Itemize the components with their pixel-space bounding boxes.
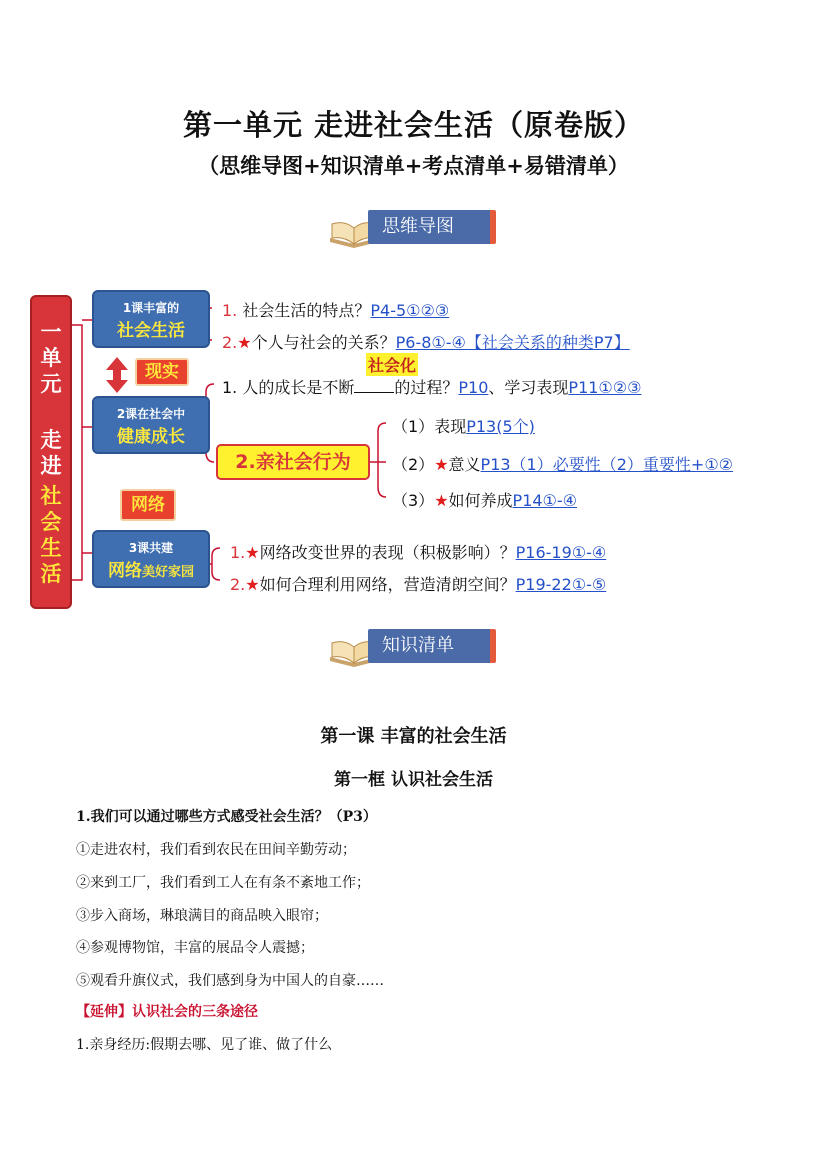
lesson-title: 健康成长 xyxy=(117,427,185,447)
star-icon: ★ xyxy=(245,543,260,562)
knowledge-banner-label: 知识清单 xyxy=(368,629,496,663)
list-item: ①走进农村，我们看到农民在田间辛勤劳动； xyxy=(76,842,356,858)
unit-char: 元 xyxy=(40,372,62,396)
l3-item-2 xyxy=(230,572,606,595)
overlay-word: 社会化 xyxy=(366,353,418,376)
frame-heading: 第一框 认识社会生活 xyxy=(334,770,493,790)
list-item: ④参观博物馆，丰富的展品令人震撼； xyxy=(76,940,314,956)
item-text: 表现 xyxy=(434,417,467,436)
page-ref-link[interactable]: P16-19①-④ xyxy=(515,543,607,562)
extension-heading: 【延伸】认识社会的三条途径 xyxy=(76,1004,258,1020)
page-ref-link[interactable]: P14①-④ xyxy=(512,491,578,510)
item-text: 意义 xyxy=(448,455,481,474)
item-text: 如何合理利用网络，营造清朗空间？ xyxy=(259,575,516,594)
list-item: ②来到工厂，我们看到工人在有条不紊地工作； xyxy=(76,875,370,891)
list-item: ③步入商场，琳琅满目的商品映入眼帘； xyxy=(76,908,328,924)
item-number: （1） xyxy=(392,417,435,436)
page-title: 第一单元 走进社会生活（原卷版） xyxy=(182,108,645,142)
unit-char: 活 xyxy=(40,562,62,586)
lesson-title-suffix: 美好家园 xyxy=(141,565,194,580)
l2-sub-item-1 xyxy=(392,414,535,437)
unit-char: 会 xyxy=(40,510,62,534)
item-number: （2） xyxy=(392,455,435,474)
page-ref-link[interactable]: P19-22①-⑤ xyxy=(515,575,607,594)
star-icon: ★ xyxy=(237,333,252,352)
lesson-box-1 xyxy=(92,290,210,348)
blank-line xyxy=(354,392,394,393)
item-text: 的过程？ xyxy=(394,378,459,397)
lesson-box-3 xyxy=(92,530,210,588)
lesson-title: 网络 xyxy=(107,561,142,581)
lesson-number: 3课共建 xyxy=(128,541,174,555)
double-arrow-icon xyxy=(106,357,128,393)
unit-char: 走 xyxy=(40,428,62,452)
unit-char: 进 xyxy=(40,454,62,478)
item-text: 个人与社会的关系？ xyxy=(251,333,396,352)
extension-item: 1.亲身经历:假期去哪、见了谁、做了什么 xyxy=(76,1037,333,1053)
lesson-number: 2课在社会中 xyxy=(116,407,186,421)
page-ref-link[interactable]: P13(5个) xyxy=(466,417,535,436)
question-1: 1.我们可以通过哪些方式感受社会生活？（P3） xyxy=(76,809,377,825)
lesson-number: 1课丰富的 xyxy=(122,301,180,315)
item-number: 1. xyxy=(222,301,238,320)
lesson-heading: 第一课 丰富的社会生活 xyxy=(320,726,507,747)
mindmap-banner-label: 思维导图 xyxy=(368,210,496,244)
page-ref-link[interactable]: P13（1）必要性（2）重要性+①② xyxy=(480,455,734,474)
page-ref-link[interactable]: P10 xyxy=(458,378,489,397)
l3-item-1 xyxy=(230,540,606,563)
unit-char: 社 xyxy=(40,484,62,508)
item-text: 网络改变世界的表现（积极影响）？ xyxy=(259,543,516,562)
l2-sub-item-2 xyxy=(392,452,733,475)
key-node: 2.亲社会行为 xyxy=(216,444,370,480)
page-ref-link[interactable]: P4-5①②③ xyxy=(370,301,450,320)
item-number: 1. xyxy=(222,378,238,397)
page-ref-link[interactable]: P6-8①-④【社会关系的种类P7】 xyxy=(395,333,630,352)
page-subtitle: （思维导图+知识清单+考点清单+易错清单） xyxy=(198,153,629,178)
item-number: 1. xyxy=(230,543,246,562)
tag-reality: 现实 xyxy=(135,358,189,386)
tag-network: 网络 xyxy=(120,489,176,521)
item-number: （3） xyxy=(392,491,435,510)
l1-item-2 xyxy=(222,330,630,353)
unit-char: 生 xyxy=(40,536,62,560)
unit-box xyxy=(30,295,72,609)
unit-char: 单 xyxy=(40,346,62,370)
star-icon: ★ xyxy=(434,491,449,510)
lesson-title: 社会生活 xyxy=(117,321,185,341)
item-number: 2. xyxy=(230,575,246,594)
unit-char: 一 xyxy=(40,320,62,344)
item-number: 2. xyxy=(222,333,238,352)
item-text: 社会生活的特点？ xyxy=(242,301,371,320)
star-icon: ★ xyxy=(434,455,449,474)
l1-item-1 xyxy=(222,298,449,321)
star-icon: ★ xyxy=(245,575,260,594)
lesson-box-2 xyxy=(92,396,210,454)
page-ref-link[interactable]: P11①②③ xyxy=(568,378,642,397)
item-text: 、学习表现 xyxy=(488,378,569,397)
l2-item-1 xyxy=(222,375,641,398)
item-text: 人的成长是不断 xyxy=(242,378,355,397)
l2-sub-item-3 xyxy=(392,488,577,511)
item-text: 如何养成 xyxy=(448,491,513,510)
list-item: ⑤观看升旗仪式，我们感到身为中国人的自豪…… xyxy=(76,973,384,989)
